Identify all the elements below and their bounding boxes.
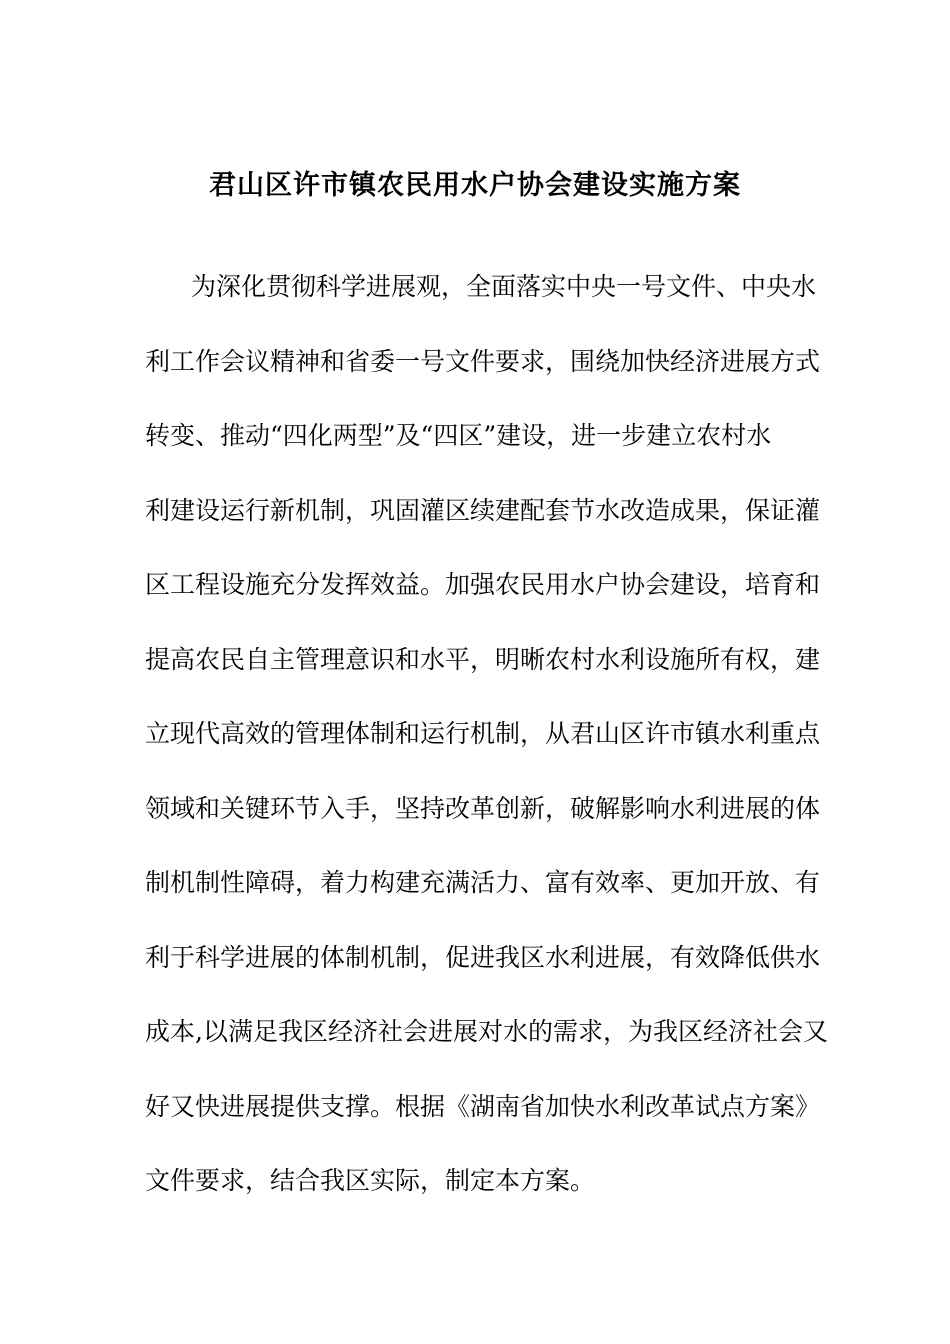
paragraph-line: 文件要求，结合我区实际，制定本方案。	[145, 1166, 596, 1195]
paragraph-line: 利建设运行新机制，巩固灌区续建配套节水改造成果，保证灌	[145, 495, 821, 525]
paragraph-line: 成本,以满足我区经济社会进展对水的需求，为我区经济社会又	[145, 1017, 828, 1046]
paragraph-line: 领域和关键环节入手，坚持改革创新，破解影响水利进展的体	[145, 793, 821, 823]
paragraph-line: 制机制性障碍，着力构建充满活力、富有效率、更加开放、有	[145, 868, 821, 897]
paragraph-line: 为深化贯彻科学进展观，全面落实中央一号文件、中央水	[191, 272, 817, 301]
paragraph-line: 好又快进展提供支撑。根据《湖南省加快水利改革试点方案》	[145, 1091, 821, 1121]
paragraph-line: 转变、推动“四化两型”及“四区”建设，进一步建立农村水	[145, 421, 772, 450]
body-paragraph	[145, 263, 828, 1232]
paragraph-line: 提高农民自主管理意识和水平，明晰农村水利设施所有权，建	[145, 644, 821, 674]
document-title: 君山区许市镇农民用水户协会建设实施方案	[209, 170, 741, 201]
paragraph-line: 利工作会议精神和省委一号文件要求，围绕加快经济进展方式	[145, 346, 821, 376]
paragraph-line: 利于科学进展的体制机制，促进我区水利进展，有效降低供水	[145, 942, 821, 972]
paragraph-line: 立现代高效的管理体制和运行机制，从君山区许市镇水利重点	[145, 719, 821, 748]
paragraph-line: 区工程设施充分发挥效益。加强农民用水户协会建设，培育和	[145, 570, 821, 599]
